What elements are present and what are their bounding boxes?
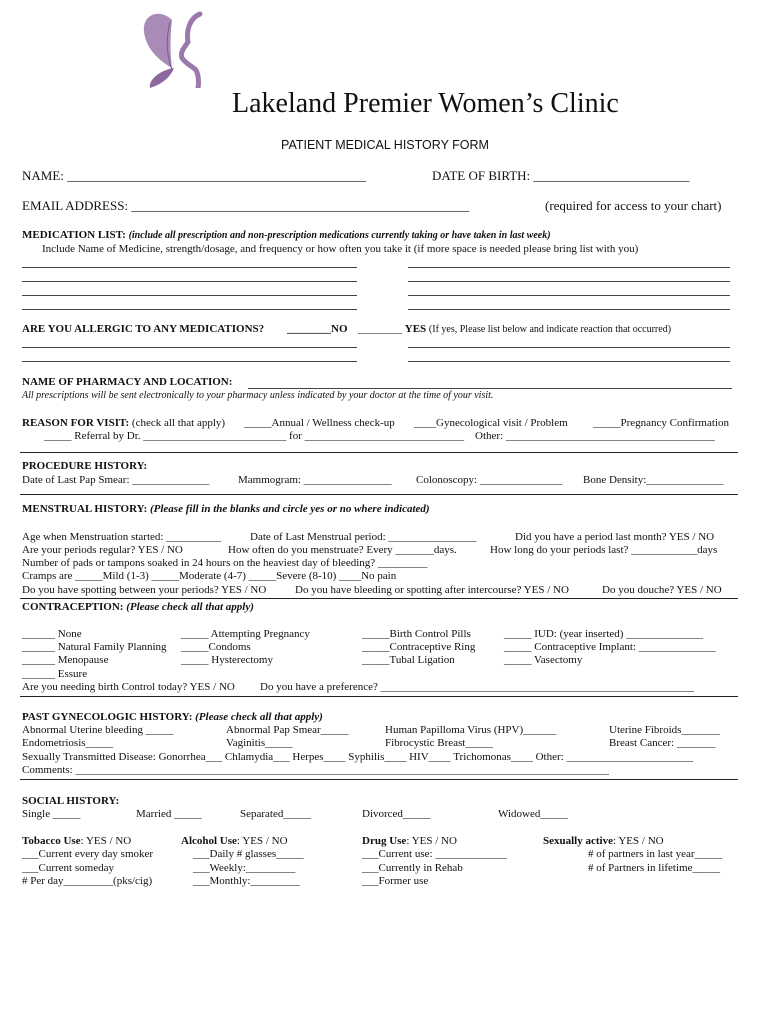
contraception-option[interactable]: ______ None	[22, 628, 82, 640]
butterfly-face-logo	[130, 8, 230, 91]
visit-heading	[22, 417, 225, 429]
medication-line[interactable]	[22, 309, 357, 310]
section-divider	[20, 598, 738, 599]
tobacco-heading[interactable]	[22, 835, 131, 847]
medication-line[interactable]	[22, 295, 357, 296]
breast-cancer-field[interactable]: Breast Cancer: _______	[609, 737, 716, 749]
allergy-line[interactable]	[408, 361, 730, 362]
name-field[interactable]: NAME: ______________________________________________	[22, 168, 367, 183]
drug-item[interactable]: ___Current use: _____________	[362, 848, 507, 860]
allergy-line[interactable]	[22, 347, 357, 348]
contraception-option[interactable]: _____ Vasectomy	[504, 654, 583, 666]
tobacco-item[interactable]: # Per day_________(pks/cig)	[22, 875, 153, 887]
period-length-field[interactable]: How long do your periods last? ____________days	[490, 544, 718, 556]
gyn-history-label: PAST GYNECOLOGIC HISTORY:	[22, 711, 193, 723]
vaginitis-field[interactable]: Vaginitis_____	[226, 737, 293, 749]
tobacco-label: Tobacco Use	[22, 835, 81, 847]
alcohol-options: : YES / NO	[236, 835, 288, 847]
partners-item[interactable]: # of partners in last year_____	[588, 848, 723, 860]
colonoscopy-field[interactable]: Colonoscopy: _______________	[416, 474, 563, 486]
section-divider	[20, 452, 738, 453]
sexually-active-options: : YES / NO	[612, 835, 664, 847]
partners-item[interactable]: # of Partners in lifetime_____	[588, 862, 720, 874]
cramps-field[interactable]: Cramps are _____Mild (1-3) _____Moderate (4-7) _____Severe (8-10) ____No pain	[22, 570, 397, 582]
fibroids-field[interactable]: Uterine Fibroids_______	[609, 724, 720, 736]
endometriosis-field[interactable]: Endometriosis_____	[22, 737, 114, 749]
divorced-option[interactable]: Divorced_____	[362, 808, 431, 820]
widowed-option[interactable]: Widowed_____	[498, 808, 568, 820]
contraception-option[interactable]: ______ Essure	[22, 668, 88, 680]
alcohol-item[interactable]: ___Monthly:_________	[193, 875, 300, 887]
visit-other-field[interactable]: Other: ______________________________________	[475, 430, 715, 442]
periods-regular-field[interactable]: Are your periods regular? YES / NO	[22, 544, 183, 556]
alcohol-heading[interactable]	[181, 835, 288, 847]
contraception-option[interactable]: _____Contraceptive Ring	[362, 641, 476, 653]
medication-line[interactable]	[22, 281, 357, 282]
contraception-option[interactable]: _____ Attempting Pregnancy	[181, 628, 310, 640]
allergy-line[interactable]	[408, 347, 730, 348]
alcohol-item[interactable]: ___Daily # glasses_____	[193, 848, 304, 860]
procedure-heading: PROCEDURE HISTORY:	[22, 460, 148, 472]
comments-field[interactable]: Comments: _________________________________________________________________________________________________	[22, 764, 609, 776]
menstruation-age-field[interactable]: Age when Menstruation started: __________	[22, 531, 222, 543]
douche-field[interactable]: Do you douche? YES / NO	[602, 584, 722, 596]
annual-checkbox[interactable]: _____Annual / Wellness check-up	[244, 417, 395, 429]
medication-line[interactable]	[408, 281, 730, 282]
drug-heading[interactable]	[362, 835, 457, 847]
gyn-checkbox[interactable]: ____Gynecological visit / Problem	[414, 417, 568, 429]
social-heading: SOCIAL HISTORY:	[22, 795, 120, 807]
pads-field[interactable]: Number of pads or tampons soaked in 24 hours on the heaviest day of bleeding? _________	[22, 557, 428, 569]
separated-option[interactable]: Separated_____	[240, 808, 311, 820]
medication-label: MEDICATION LIST:	[22, 229, 126, 241]
medication-heading	[22, 229, 551, 241]
allergy-yes-blank: ________	[358, 323, 402, 335]
visit-instruction: (check all that apply)	[131, 417, 226, 429]
tobacco-item[interactable]: ___Current every day smoker	[22, 848, 154, 860]
contraception-option[interactable]: ______ Menopause	[22, 654, 109, 666]
sexually-active-heading[interactable]	[543, 835, 664, 847]
allergy-yes-note: (If yes, Please list below and indicate reaction that occurred)	[428, 324, 672, 335]
pharmacy-label: NAME OF PHARMACY AND LOCATION:	[22, 376, 233, 388]
period-last-month-field[interactable]: Did you have a period last month? YES / NO	[515, 531, 715, 543]
drug-item[interactable]: ___Currently in Rehab	[362, 862, 463, 874]
contraception-label: CONTRACEPTION:	[22, 601, 124, 613]
medication-line[interactable]	[408, 295, 730, 296]
allergy-line[interactable]	[22, 361, 357, 362]
hpv-field[interactable]: Human Papilloma Virus (HPV)______	[385, 724, 557, 736]
contraception-heading	[22, 601, 254, 613]
spotting-field[interactable]: Do you have spotting between your periods? YES / NO	[22, 584, 267, 596]
std-field[interactable]: Sexually Transmitted Disease: Gonorrhea___ Chlamydia___ Herpes____ Syphilis____ HIV____ Trichomonas____ Other: _______________________	[22, 751, 693, 763]
referral-field[interactable]: _____ Referral by Dr. __________________________ for _____________________________	[44, 430, 465, 442]
abnormal-pap-field[interactable]: Abnormal Pap Smear_____	[226, 724, 349, 736]
pregnancy-checkbox[interactable]: _____Pregnancy Confirmation	[593, 417, 729, 429]
menstrual-note: (Please fill in the blanks and circle yes or no where indicated)	[149, 503, 430, 515]
drug-options: : YES / NO	[406, 835, 457, 847]
mammogram-field[interactable]: Mammogram: ________________	[238, 474, 392, 486]
single-option[interactable]: Single _____	[22, 808, 81, 820]
clinic-name: Lakeland Premier Women’s Clinic	[232, 88, 619, 119]
tobacco-options: : YES / NO	[80, 835, 132, 847]
gyn-history-heading	[22, 711, 323, 723]
medication-line[interactable]	[22, 267, 357, 268]
contraception-option[interactable]: _____ Hysterectomy	[181, 654, 273, 666]
dob-field[interactable]: DATE OF BIRTH: ________________________	[432, 168, 690, 183]
last-period-field[interactable]: Date of Last Menstrual period: ________________	[250, 531, 477, 543]
section-divider	[20, 779, 738, 780]
menstrual-heading	[22, 503, 430, 515]
contraception-option[interactable]: ______ Natural Family Planning	[22, 641, 167, 653]
pap-field[interactable]: Date of Last Pap Smear: ______________	[22, 474, 210, 486]
allergy-yes-option[interactable]	[358, 323, 671, 335]
contraception-note: (Please check all that apply)	[126, 601, 254, 613]
visit-label: REASON FOR VISIT:	[22, 417, 130, 429]
bleeding-intercourse-field[interactable]: Do you have bleeding or spotting after intercourse? YES / NO	[295, 584, 569, 596]
allergy-yes-label: YES	[404, 323, 427, 335]
medication-line[interactable]	[408, 267, 730, 268]
section-divider	[20, 696, 738, 697]
pharmacy-field[interactable]	[248, 388, 732, 389]
alcohol-label: Alcohol Use	[181, 835, 237, 847]
birth-control-today-field[interactable]: Are you needing birth Control today? YES / NO	[22, 681, 235, 693]
alcohol-item[interactable]: ___Weekly:_________	[193, 862, 296, 874]
menstruate-frequency-field[interactable]: How often do you menstruate? Every _______days.	[228, 544, 457, 556]
form-title: PATIENT MEDICAL HISTORY FORM	[281, 138, 489, 152]
contraception-option[interactable]: _____Tubal Ligation	[362, 654, 455, 666]
contraception-option[interactable]: _____ Contraceptive Implant: ______________	[504, 641, 716, 653]
allergy-question: ARE YOU ALLERGIC TO ANY MEDICATIONS?	[22, 323, 265, 335]
drug-item[interactable]: ___Former use	[362, 875, 429, 887]
married-option[interactable]: Married _____	[136, 808, 202, 820]
gyn-history-note: (Please check all that apply)	[195, 711, 323, 723]
contraception-option[interactable]: _____ IUD: (year inserted) ______________	[504, 628, 704, 640]
contraception-option[interactable]: _____Birth Control Pills	[362, 628, 471, 640]
email-note: (required for access to your chart)	[545, 198, 722, 213]
tobacco-item[interactable]: ___Current someday	[22, 862, 114, 874]
sexually-active-label: Sexually active	[543, 835, 613, 847]
contraception-option[interactable]: _____Condoms	[181, 641, 251, 653]
bone-density-field[interactable]: Bone Density:______________	[583, 474, 724, 486]
menstrual-label: MENSTRUAL HISTORY:	[22, 503, 148, 515]
medication-instructions: Include Name of Medicine, strength/dosage, and frequency or how often you take it (if more space is needed please bring list with you)	[42, 243, 639, 255]
medication-note: (include all prescription and non-prescription medications currently taking or have taken in last week)	[128, 230, 551, 241]
fibrocystic-field[interactable]: Fibrocystic Breast_____	[385, 737, 493, 749]
section-divider	[20, 494, 738, 495]
drug-label: Drug Use	[362, 835, 407, 847]
medication-line[interactable]	[408, 309, 730, 310]
preference-field[interactable]: Do you have a preference? _________________________________________________________	[260, 681, 695, 693]
email-field[interactable]: EMAIL ADDRESS: ____________________________________________________	[22, 198, 470, 213]
pharmacy-note: All prescriptions will be sent electronically to your pharmacy unless indicated by your doctor at the time of your visit.	[22, 390, 494, 401]
abnormal-bleeding-field[interactable]: Abnormal Uterine bleeding _____	[22, 724, 174, 736]
allergy-no-option[interactable]: ________NO	[287, 323, 348, 335]
